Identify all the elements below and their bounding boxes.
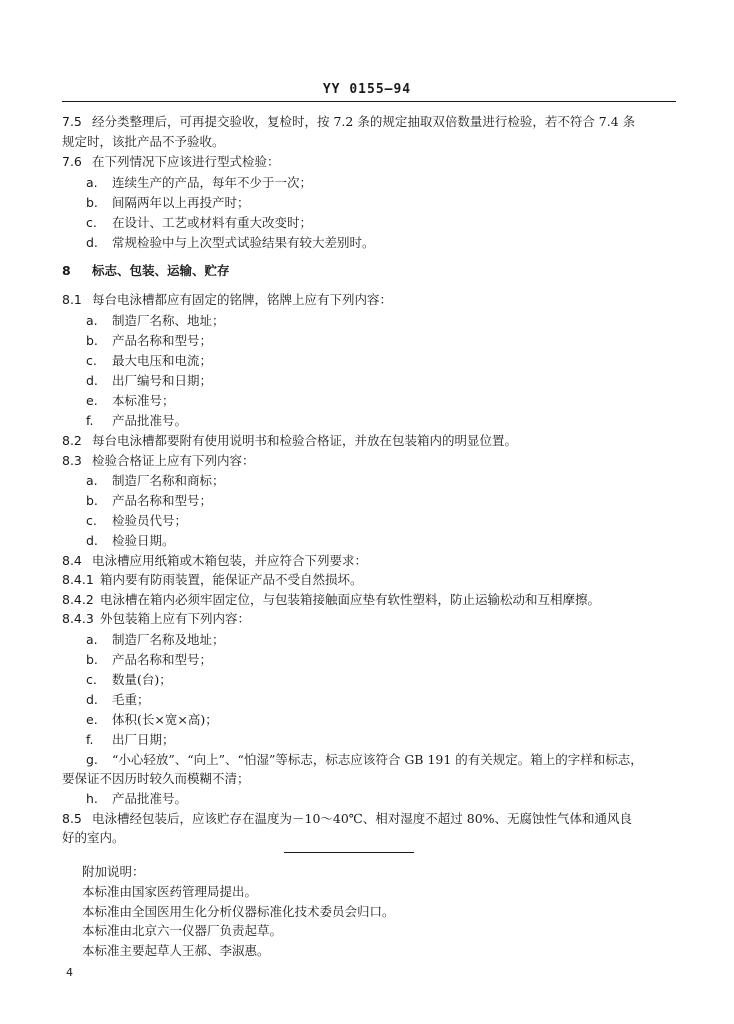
item-label: a.	[86, 632, 98, 647]
item-text: 产品名称和型号；	[112, 493, 213, 508]
clause-text: 箱内要有防雨装置，能保证产品不受自然损坏。	[100, 572, 363, 587]
list-item	[86, 533, 175, 549]
clause-number: 8.1	[62, 292, 82, 307]
item-text: “小心轻放”、“向上”、“怕湿”等标志，标志应该符合 GB 191 的有关规定。箱上的字样和标志，	[112, 752, 643, 767]
notes-line: 本标准主要起草人王郝、李淑惠。	[82, 943, 270, 958]
item-label: h.	[86, 791, 98, 806]
list-item	[86, 235, 375, 251]
item-text: 本标准号；	[112, 393, 175, 408]
list-item	[86, 732, 175, 748]
item-text: 检验日期。	[112, 533, 175, 548]
clause-text: 电泳槽经包装后，应该贮存在温度为－10～40℃、相对湿度不超过 80%、无腐蚀性气体和通风良	[92, 811, 633, 826]
clause-number: 8.4	[62, 553, 82, 568]
item-label: d.	[86, 692, 98, 707]
item-label: b.	[86, 652, 98, 667]
list-item	[86, 195, 250, 211]
item-label: b.	[86, 333, 98, 348]
header-divider	[62, 101, 676, 102]
item-label: b.	[86, 195, 98, 210]
item-label: a.	[86, 313, 98, 328]
clause-7-5-continued: 规定时，该批产品不予验收。	[62, 134, 225, 149]
list-item-h	[86, 791, 187, 807]
item-text: 出厂编号和日期；	[112, 373, 213, 388]
item-text: 常规检验中与上次型式试验结果有较大差别时。	[112, 235, 375, 250]
item-text: 出厂日期；	[112, 732, 175, 747]
list-item	[86, 712, 218, 728]
item-text: 检验员代号；	[112, 513, 188, 528]
clause-text: 经分类整理后，可再提交验收，复检时，按 7.2 条的规定抽取双倍数量进行检验，若不符合 7.4 条	[92, 114, 636, 129]
item-label: b.	[86, 493, 98, 508]
clause-text: 每台电泳槽都应有固定的铭牌，铭牌上应有下列内容：	[92, 292, 393, 307]
list-item-g-continued: 要保证不因历时较久而模糊不清；	[62, 771, 250, 786]
item-label: a.	[86, 175, 98, 190]
list-item	[86, 493, 212, 509]
list-item	[86, 373, 212, 389]
list-item	[86, 513, 187, 529]
clause-8-2	[62, 433, 517, 449]
clause-number: 7.6	[62, 154, 82, 169]
item-text: 产品批准号。	[112, 413, 188, 428]
item-label: c.	[86, 215, 97, 230]
clause-8-1	[62, 292, 392, 308]
notes-line: 本标准由国家医药管理局提出。	[82, 884, 258, 899]
clause-text: 每台电泳槽都要附有使用说明书和检验合格证，并放在包装箱内的明显位置。	[92, 433, 518, 448]
list-item	[86, 333, 212, 349]
item-text: 体积(长×宽×高)；	[112, 712, 218, 727]
clause-number: 8.4.1	[62, 572, 94, 587]
clause-text: 在下列情况下应该进行型式检验：	[92, 154, 280, 169]
list-item	[86, 175, 312, 191]
list-item	[86, 393, 175, 409]
section-title: 标志、包装、运输、贮存	[92, 263, 230, 278]
item-text: 连续生产的产品，每年不少于一次；	[112, 175, 313, 190]
list-item	[86, 652, 212, 668]
clause-number: 8.4.3	[62, 611, 94, 626]
clause-8-5-continued: 好的室内。	[62, 830, 125, 845]
list-item	[86, 313, 225, 329]
item-label: f.	[86, 413, 94, 428]
list-item	[86, 632, 225, 648]
item-label: c.	[86, 513, 97, 528]
item-text: 制造厂名称及地址；	[112, 632, 225, 647]
notes-line: 本标准由北京六一仪器厂负责起草。	[82, 923, 283, 938]
clause-text: 电泳槽应用纸箱或木箱包装，并应符合下列要求：	[92, 553, 368, 568]
item-label: g.	[86, 752, 98, 767]
clause-text: 电泳槽在箱内必须牢固定位，与包装箱接触面应垫有软性塑料，防止运输松动和互相摩擦。	[100, 592, 601, 607]
item-label: a.	[86, 473, 98, 488]
list-item	[86, 473, 225, 489]
list-item	[86, 692, 150, 708]
standard-code-header: YY 0155—94	[322, 82, 412, 97]
item-text: 产品名称和型号；	[112, 333, 213, 348]
item-label: d.	[86, 373, 98, 388]
item-text: 间隔两年以上再投产时；	[112, 195, 250, 210]
clause-number: 8.4.2	[62, 592, 94, 607]
item-label: f.	[86, 732, 94, 747]
clause-8-5	[62, 811, 632, 827]
list-item	[86, 672, 172, 688]
clause-8-4-2	[62, 592, 600, 608]
notes-title: 附加说明：	[82, 864, 145, 879]
clause-text: 检验合格证上应有下列内容：	[92, 453, 255, 468]
item-label: d.	[86, 533, 98, 548]
section-8-heading	[62, 263, 230, 279]
clause-text: 外包装箱上应有下列内容：	[100, 611, 251, 626]
page-number: 4	[66, 966, 73, 979]
clause-number: 8.2	[62, 433, 82, 448]
item-text: 产品名称和型号；	[112, 652, 213, 667]
clause-7-5	[62, 114, 635, 130]
item-text: 数量(台)；	[112, 672, 172, 687]
clause-number: 7.5	[62, 114, 82, 129]
item-text: 最大电压和电流；	[112, 353, 213, 368]
item-text: 产品批准号。	[112, 791, 188, 806]
section-divider	[284, 852, 414, 853]
item-text: 毛重；	[112, 692, 150, 707]
clause-8-4	[62, 553, 367, 569]
list-item	[86, 215, 312, 231]
item-label: c.	[86, 353, 97, 368]
item-label: e.	[86, 393, 98, 408]
list-item-g	[86, 752, 643, 768]
list-item	[86, 353, 212, 369]
section-number: 8	[62, 263, 71, 278]
item-text: 在设计、工艺或材料有重大改变时；	[112, 215, 313, 230]
clause-number: 8.5	[62, 811, 82, 826]
clause-number: 8.3	[62, 453, 82, 468]
clause-7-6	[62, 154, 280, 170]
item-label: c.	[86, 672, 97, 687]
item-text: 制造厂名称和商标；	[112, 473, 225, 488]
clause-8-4-3	[62, 611, 250, 627]
list-item	[86, 413, 187, 429]
notes-line: 本标准由全国医用生化分析仪器标准化技术委员会归口。	[82, 904, 395, 919]
clause-8-4-1	[62, 572, 363, 588]
item-label: e.	[86, 712, 98, 727]
item-text: 制造厂名称、地址；	[112, 313, 225, 328]
item-label: d.	[86, 235, 98, 250]
clause-8-3	[62, 453, 255, 469]
